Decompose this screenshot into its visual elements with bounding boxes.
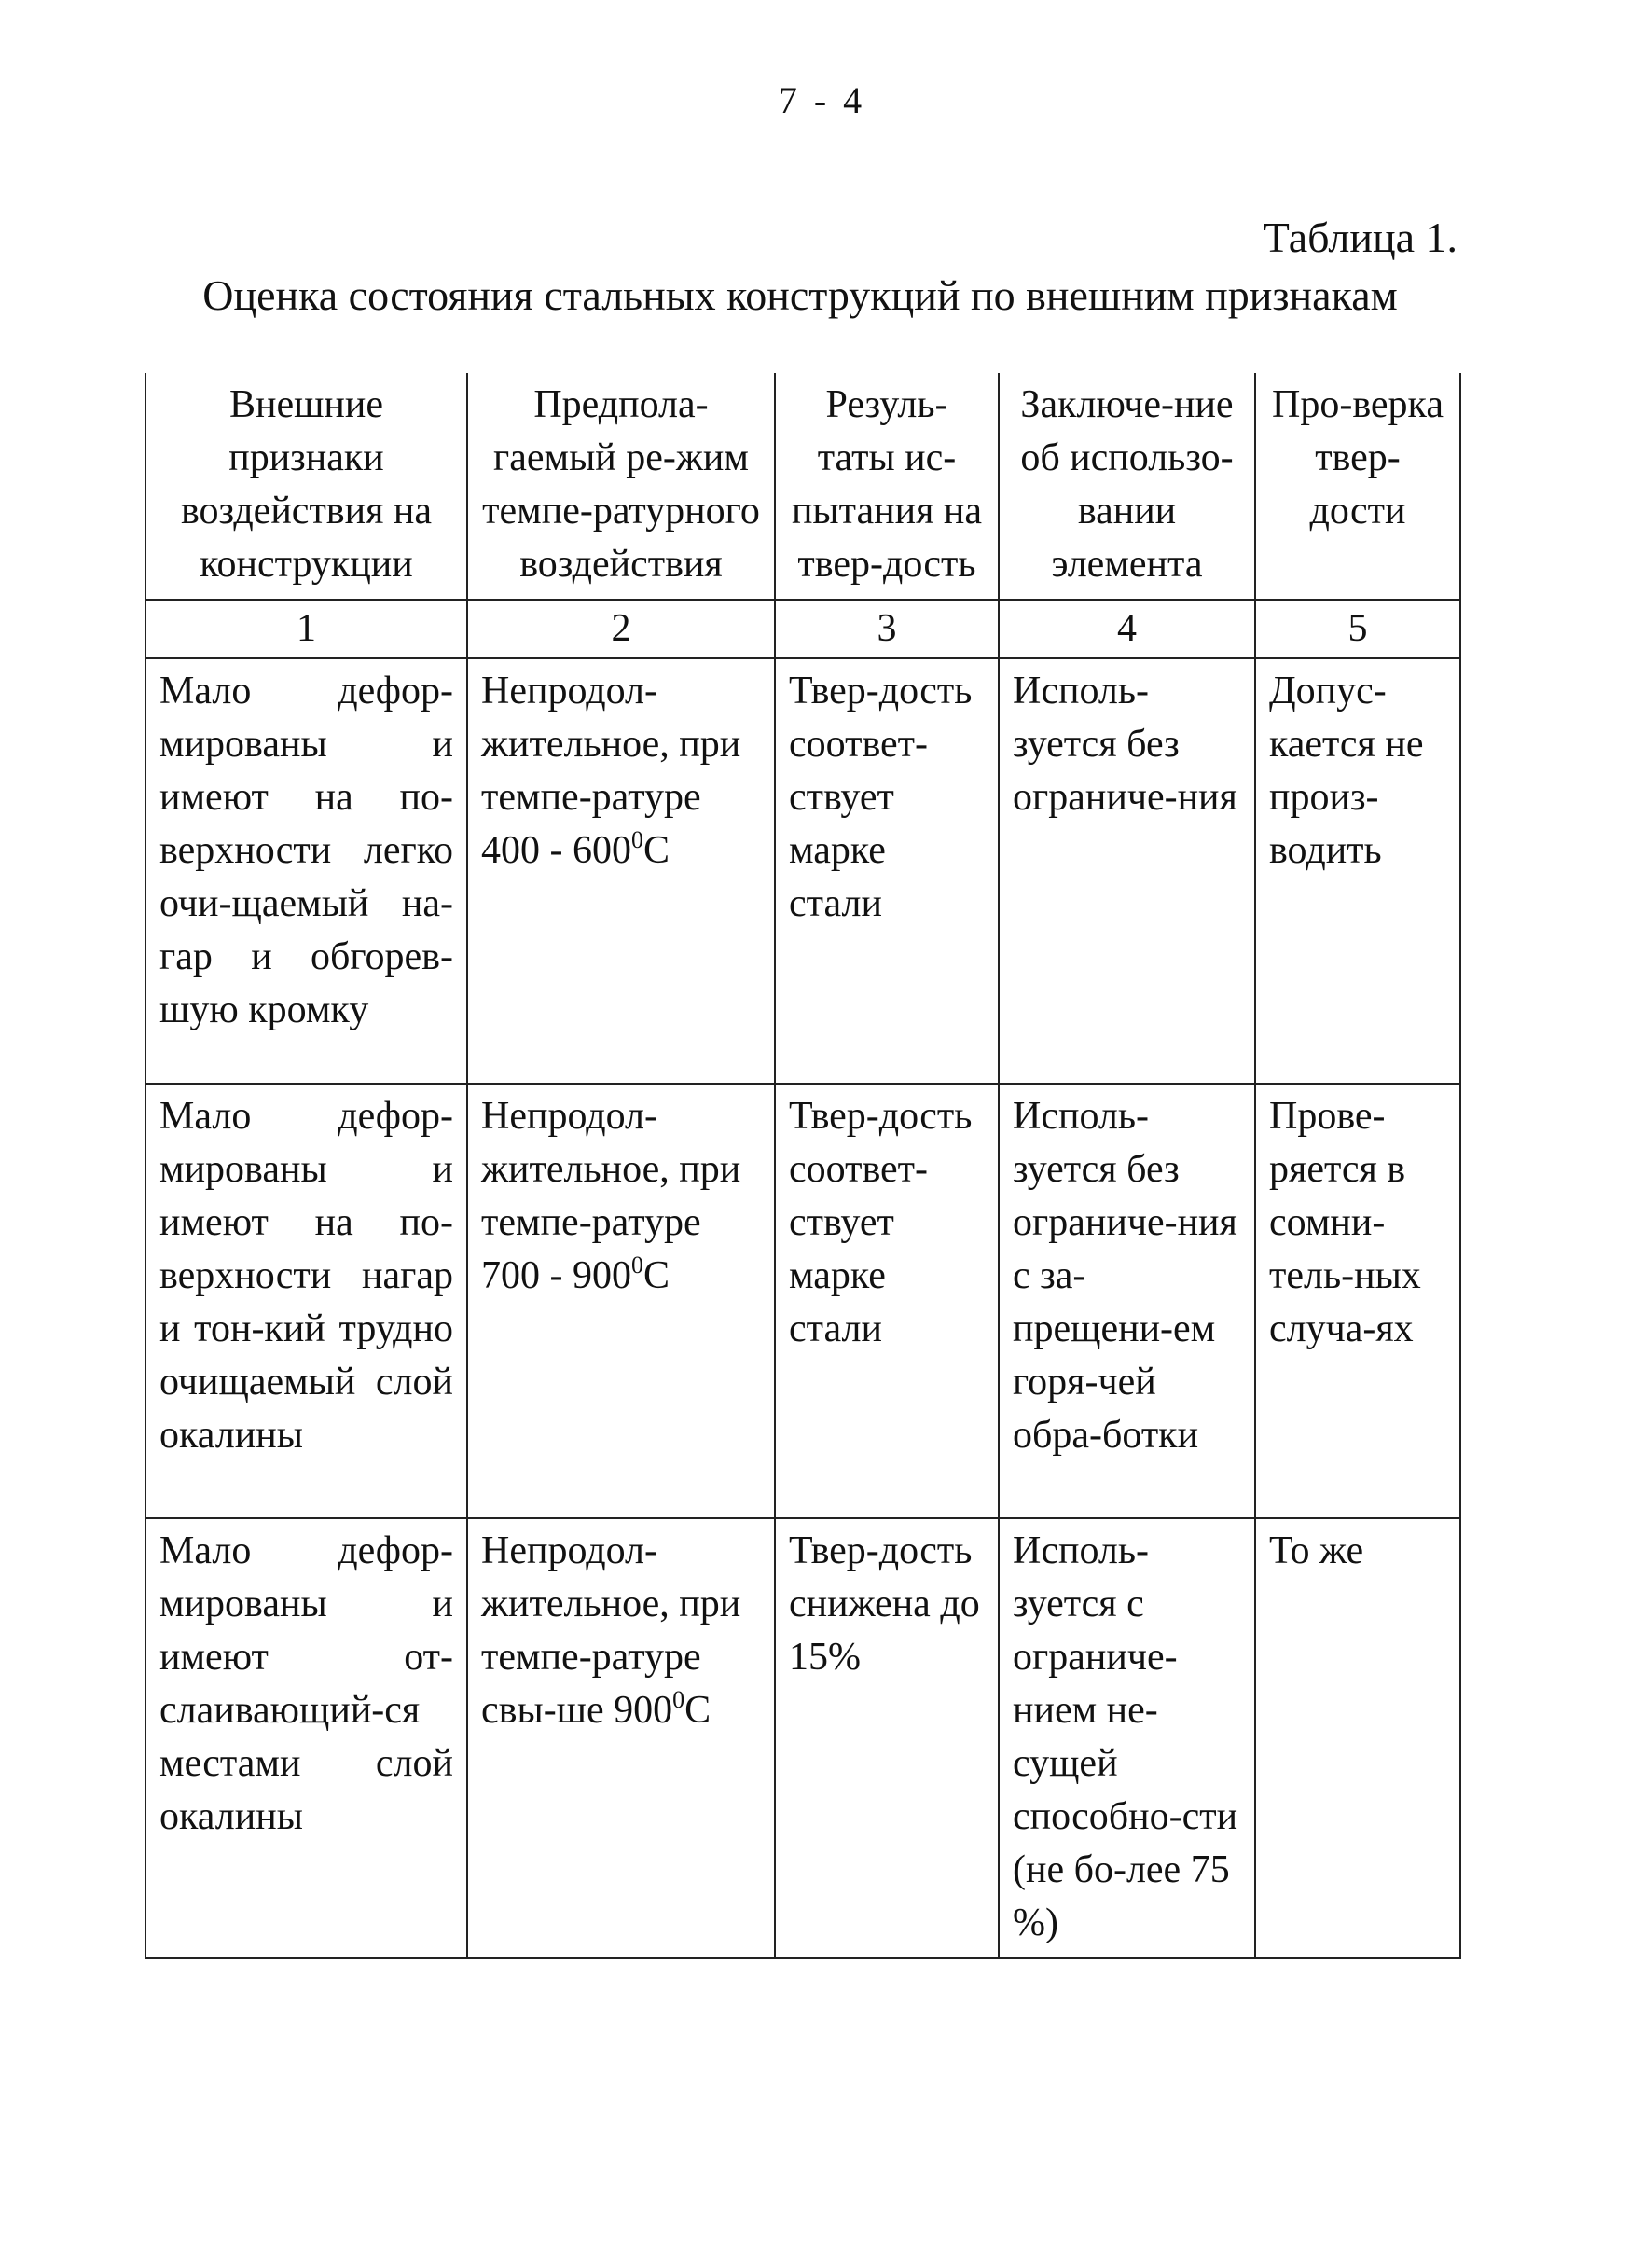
temperature-text: Непродол-жительное, при темпе-ратуре 400 - 600 [481,670,741,872]
table-label: Таблица 1. [1263,214,1457,261]
usage-conclusion-cell: Исполь-зуется без ограниче-ния с за-прещени-ем горя-чей обра-ботки [999,1084,1255,1518]
hardness-check-cell: Прове-ряется в сомни-тель-ных случа-ях [1255,1084,1460,1518]
temperature-text: Непродол-жительное, при темпе-ратуре 700 - 900 [481,1095,741,1297]
assessment-table [145,373,1461,1959]
column-number: 3 [775,600,999,658]
column-number: 1 [145,600,467,658]
usage-conclusion-cell: Исполь-зуется без ограниче-ния [999,658,1255,1084]
column-number: 2 [467,600,775,658]
column-number: 4 [999,600,1255,658]
table-title: Оценка состояния стальных конструкций по внешним признакам [202,271,1398,319]
header-usage-conclusion: Заключе-ние об использо-вании элемента [999,373,1255,600]
header-hardness-check: Про-верка твер-дости [1255,373,1460,600]
hardness-results-cell: Твер-дость соответ-ствует марке стали [775,1084,999,1518]
temperature-mode-cell [467,1518,775,1958]
external-signs-cell: Мало дефор-мированы и имеют на по-верхности нагар и тон-кий трудно очищаемый слой окалины [145,1084,467,1518]
hardness-results-cell: Твер-дость соответ-ствует марке стали [775,658,999,1084]
page-number: 7 - 4 [778,79,866,121]
degree-sign: 0 [631,826,643,853]
temperature-unit: С [684,1689,711,1732]
table-header-row [145,373,1460,600]
temperature-text: Непродол-жительное, при темпе-ратуре свы-ше 900 [481,1529,741,1732]
degree-sign: 0 [672,1686,685,1713]
degree-sign: 0 [631,1252,643,1279]
external-signs-cell: Мало дефор-мированы и имеют от-слаивающий-ся местами слой окалины [145,1518,467,1958]
external-signs-cell: Мало дефор-мированы и имеют на по-верхности легко очи-щаемый на-гар и обгорев-шую кромку [145,658,467,1084]
header-hardness-results: Резуль-таты ис-пытания на твер-дость [775,373,999,600]
temperature-mode-cell [467,658,775,1084]
hardness-check-cell: Допус-кается не произ-водить [1255,658,1460,1084]
table-row [145,658,1460,1084]
header-temperature-mode: Предпола-гаемый ре-жим темпе-ратурного воздействия [467,373,775,600]
temperature-unit: С [643,1254,670,1297]
temperature-mode-cell [467,1084,775,1518]
header-external-signs: Внешние признаки воздействия на конструкции [145,373,467,600]
table-row [145,1518,1460,1958]
column-number: 5 [1255,600,1460,658]
hardness-check-cell: То же [1255,1518,1460,1958]
hardness-results-cell: Твер-дость снижена до 15% [775,1518,999,1958]
usage-conclusion-cell: Исполь-зуется с ограниче-нием не-сущей способно-сти (не бо-лее 75 %) [999,1518,1255,1958]
table-row [145,1084,1460,1518]
column-number-row [145,600,1460,658]
temperature-unit: С [643,829,670,872]
